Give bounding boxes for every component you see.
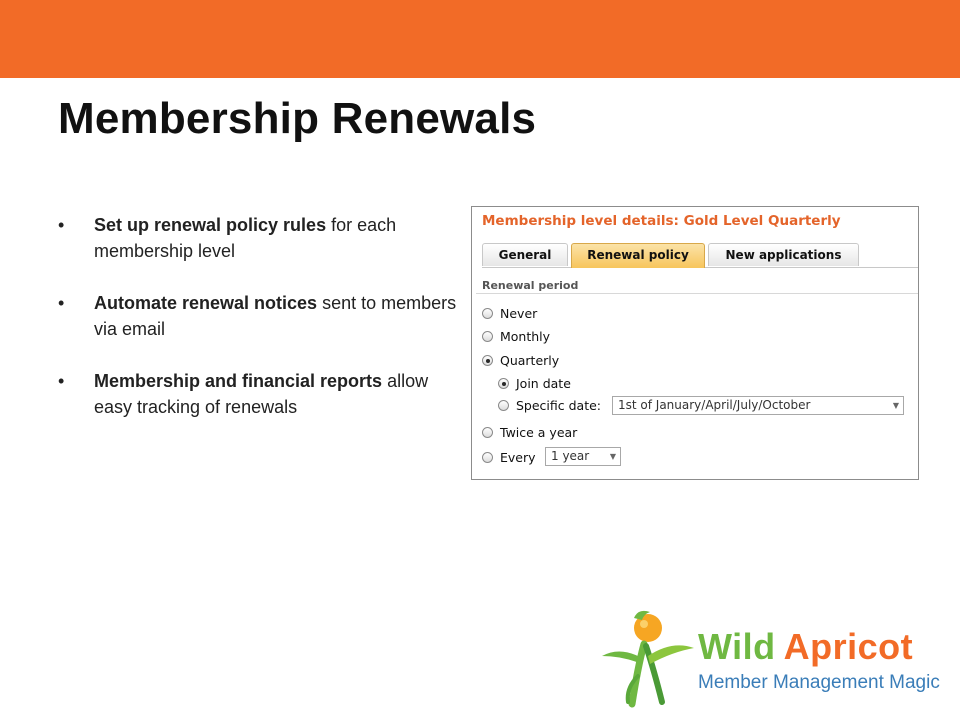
radio-monthly[interactable] [482,329,550,344]
radio-icon[interactable] [482,452,493,463]
logo-wild: Wild [698,626,776,667]
tab-bar [482,243,918,268]
radio-never[interactable] [482,306,537,321]
bullet-dot-icon: • [58,215,65,235]
bullet-text: sent to members via email [94,293,457,339]
panel-title: Membership level details: Gold Level Quarterly [482,213,841,229]
bullet-item [58,290,458,342]
specific-date-select[interactable] [612,396,904,415]
radio-label: Quarterly [500,353,560,368]
tab-renewal-policy[interactable]: Renewal policy [571,243,705,268]
bullet-item [58,212,458,264]
section-divider [476,293,918,294]
tab-new-applications[interactable]: New applications [708,243,859,266]
bullet-list [58,212,458,446]
radio-checked-icon[interactable] [498,378,509,389]
logo-tagline: Member Management Magic [698,672,940,693]
renewal-period-label: Renewal period [482,279,579,292]
wild-apricot-logo [598,606,950,710]
dropdown-caret-icon: ▼ [892,401,899,410]
membership-level-panel [471,206,919,480]
radio-checked-icon[interactable] [482,355,493,366]
radio-label: Monthly [500,329,551,344]
radio-label: Every [500,450,536,465]
top-accent-bar [0,0,960,78]
radio-twice-a-year[interactable] [482,425,577,440]
radio-every[interactable] [482,450,536,465]
radio-icon[interactable] [498,400,509,411]
bullet-text: allow easy tracking of renewals [94,371,429,417]
apricot-figure-icon [598,606,698,710]
radio-label: Never [500,306,538,321]
bullet-bold: Set up renewal policy rules [94,215,327,235]
logo-apricot: Apricot [783,626,914,667]
radio-icon[interactable] [482,331,493,342]
tab-general[interactable]: General [482,243,568,266]
bullet-item [58,368,458,420]
radio-label: Specific date: [516,398,602,413]
bullet-bold: Automate renewal notices [94,293,318,313]
logo-wordmark [698,626,913,668]
radio-quarterly[interactable] [482,353,559,368]
radio-label: Join date [516,376,571,391]
bullet-dot-icon: • [58,371,65,391]
bullet-dot-icon: • [58,293,65,313]
radio-join-date[interactable] [498,376,571,391]
dropdown-caret-icon: ▼ [609,452,616,461]
radio-label: Twice a year [500,425,578,440]
select-value: 1 year [551,449,590,463]
slide-title: Membership Renewals [58,94,537,143]
radio-icon[interactable] [482,427,493,438]
radio-icon[interactable] [482,308,493,319]
select-value: 1st of January/April/July/October [618,398,811,412]
every-interval-select[interactable] [545,447,621,466]
radio-specific-date[interactable] [498,398,601,413]
bullet-bold: Membership and financial reports [94,371,383,391]
bullet-text: for each membership level [94,215,397,261]
